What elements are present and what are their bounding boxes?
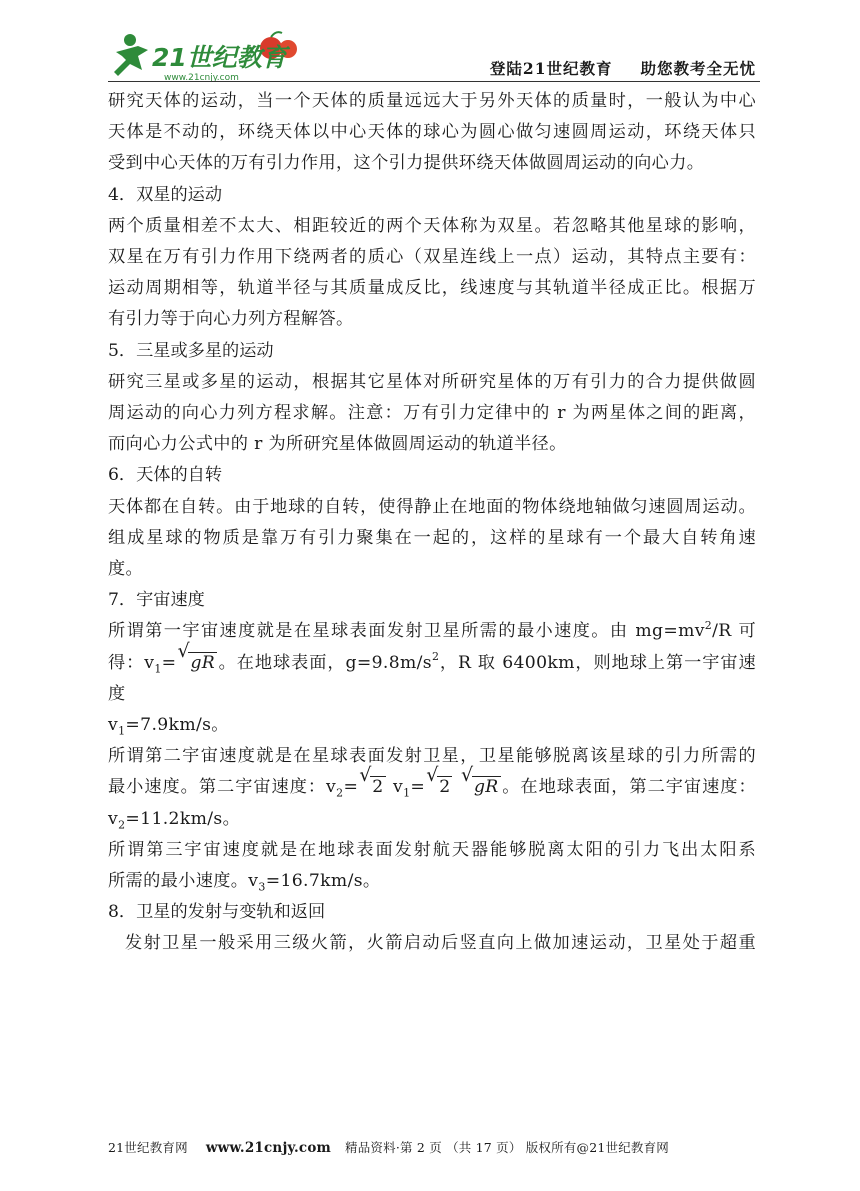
text-line: 天体是不动的，环绕天体以中心天体的球心为圆心做匀速圆周运动，环绕天体只 — [108, 122, 756, 143]
sqrt-2: √ 2 — [359, 764, 384, 798]
paragraph-rotation — [108, 492, 756, 586]
paragraph-second-cosmic-velocity — [108, 741, 756, 835]
section-heading-rotation: 6．天体的自转 — [108, 465, 223, 486]
text-line: 有引力等于向心力列方程解答。 — [108, 309, 354, 330]
section-heading-cosmic-velocity: 7．宇宙速度 — [108, 590, 205, 611]
paragraph-first-cosmic-velocity — [108, 616, 756, 741]
logo — [108, 30, 308, 88]
text-line: $v_2=11.2km/s$。 — [108, 808, 241, 832]
text-line: 所谓第二宇宙速度就是在星球表面发射卫星，卫星能够脱离该星球的引力所需的 — [108, 746, 756, 767]
sqrt-gR: √ gR — [177, 639, 216, 673]
page-footer — [108, 1138, 669, 1156]
logo-text: 21世纪教育 — [152, 43, 287, 72]
text-line: 双星在万有引力作用下绕两者的质心（双星连线上一点）运动，其特点主要有： — [108, 247, 756, 268]
document-body — [108, 86, 756, 960]
text-line: 所谓第一宇宙速度就是在星球表面发射卫星所需的最小速度。由 $mg=mv^2/R$ 可 — [108, 618, 756, 642]
text-line: 而向心力公式中的 r 为所研究星体做圆周运动的轨道半径。 — [108, 434, 567, 455]
text-line: 所谓第三宇宙速度就是在地球表面发射航天器能够脱离太阳的引力飞出太阳系 — [108, 839, 756, 860]
text-line: 研究天体的运动，当一个天体的质量远远大于另外天体的质量时，一般认为中心 — [108, 91, 756, 111]
text-line: 最小速度。第二宇宙速度：$v_2=$ √ 2 $v_1=$ √ 2 √ gR 。在地球表面，第二宇宙速度： — [108, 772, 756, 803]
section-heading-binary-stars: 4．双星的运动 — [108, 184, 223, 205]
paragraph-third-cosmic-velocity — [108, 835, 756, 897]
text-line: 受到中心天体的万有引力作用，这个引力提供环绕天体做圆周运动的向心力。 — [108, 153, 705, 174]
text-line: 度。 — [108, 559, 144, 580]
footer-site-link[interactable]: www.21cnjy.com — [205, 1140, 332, 1156]
footer-brand: 21世纪教育网 — [108, 1140, 188, 1155]
header-slogan — [490, 57, 756, 79]
text-line: 得：$v_1=$ √ gR 。在地球表面，$g=9.8m/s^2$，R 取 6400km，则地球上第一宇宙速度 — [108, 639, 756, 704]
text-line: 组成星球的物质是靠万有引力聚集在一起的，这样的星球有一个最大自转角速 — [108, 527, 756, 548]
slogan-left: 登陆21世纪教育 — [489, 59, 613, 78]
logo-url: www.21cnjy.com — [164, 73, 239, 83]
running-figure-icon — [114, 34, 148, 76]
paragraph-binary-stars — [108, 211, 756, 336]
text-line: 周运动的向心力列方程求解。注意：万有引力定律中的 r 为两星体之间的距离， — [108, 403, 756, 424]
paragraph-central-body — [108, 86, 756, 180]
section-heading-multi-stars: 5．三星或多星的运动 — [108, 340, 274, 361]
section-heading-satellite-launch: 8．卫星的发射与变轨和返回 — [108, 902, 326, 923]
paragraph-multi-stars — [108, 367, 756, 461]
paragraph-satellite-launch: 发射卫星一般采用三级火箭，火箭启动后竖直向上做加速运动，卫星处于超重 — [125, 933, 756, 954]
sqrt-gR: √ gR — [460, 764, 499, 798]
sqrt-2: √ 2 — [426, 764, 451, 798]
text-line: 天体都在自转。由于地球的自转，使得静止在地面的物体绕地轴做匀速圆周运动。 — [108, 496, 756, 517]
text-line: 所需的最小速度。$v_3=16.7km/s$。 — [108, 871, 381, 894]
text-line: $v_1=7.9km/s$。 — [108, 715, 229, 738]
footer-info: 精品资料·第 2 页 （共 17 页） 版权所有@21世纪教育网 — [345, 1140, 670, 1155]
text-line: 运动周期相等，轨道半径与其质量成反比，线速度与其轨道半径成正比。根据万 — [108, 278, 756, 299]
text-line: 研究三星或多星的运动，根据其它星体对所研究星体的万有引力的合力提供做圆 — [108, 371, 756, 392]
text-line: 两个质量相差不太大、相距较近的两个天体称为双星。若忽略其他星球的影响， — [108, 215, 756, 236]
header-divider — [108, 81, 760, 82]
slogan-right: 助您教考全无忧 — [640, 59, 756, 78]
